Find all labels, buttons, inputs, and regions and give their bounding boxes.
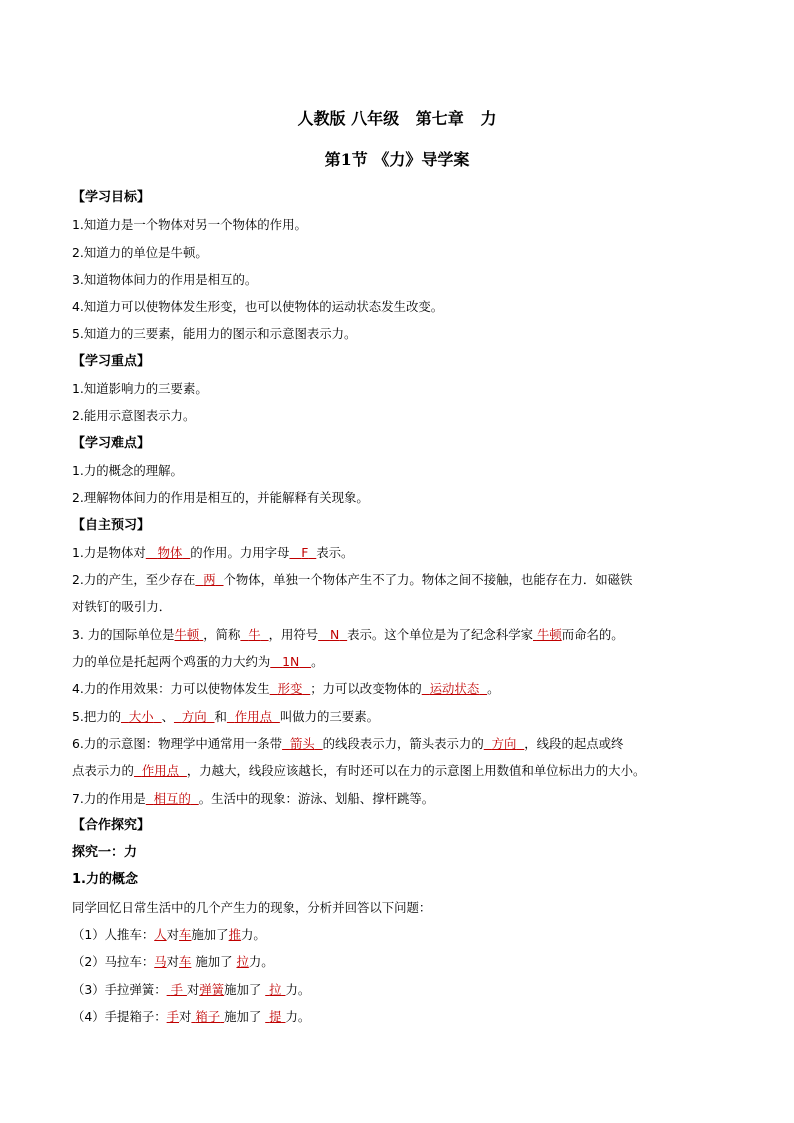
- text: 和: [214, 708, 227, 724]
- difficult-item: 2.理解物体间力的作用是相互的，并能解释有关现象。: [72, 490, 369, 506]
- answer-blank: 提: [269, 1008, 282, 1024]
- text: 4.力的作用效果：力可以使物体发生: [72, 681, 270, 697]
- text: 力。: [248, 954, 274, 970]
- explore-intro: 同学回忆日常生活中的几个产生力的现象，分析并回答以下问题：: [72, 899, 432, 915]
- text: 。: [311, 654, 324, 670]
- text: ，简称: [203, 626, 241, 642]
- section-heading-preview: 【自主预习】: [72, 517, 151, 533]
- answer-blank: 弹簧: [199, 981, 225, 997]
- doc-title: 人教版 八年级 第七章 力: [297, 109, 497, 128]
- explore-subheading: 探究一：力: [72, 845, 138, 861]
- answer-blank: 作用点: [141, 763, 180, 779]
- text: 施加了: [191, 927, 229, 943]
- text: ，用符号: [268, 626, 319, 642]
- answer-blank: 方向: [491, 735, 517, 751]
- text: 。生活中的现象：游泳、划船、撑杆跳等。: [198, 790, 435, 806]
- text: 个物体，单独一个物体产生不了力。物体之间不接触，也能存在力．如磁铁: [223, 572, 633, 588]
- answer-blank: N: [329, 626, 340, 642]
- difficult-item: 1.力的概念的理解。: [72, 462, 183, 478]
- text: ，力越大，线段应该越长，有时还可以在力的示意图上用数值和单位标出力的大小。: [186, 763, 646, 779]
- key-item: 1.知道影响力的三要素。: [72, 381, 208, 397]
- answer-blank: 手: [166, 1008, 180, 1024]
- explore-e1: [72, 921, 732, 948]
- answer-blank: 箭头: [289, 735, 315, 751]
- goal-item: 4.知道力可以使物体发生形变，也可以使物体的运动状态发生改变。: [72, 299, 444, 315]
- text: 的线段表示力，箭头表示力的: [322, 735, 484, 751]
- answer-blank: 方向: [181, 708, 207, 724]
- text: （4）手提箱子：: [72, 1008, 167, 1024]
- text: 施加了: [224, 1008, 266, 1024]
- text: 7.力的作用是: [72, 790, 146, 806]
- text: ，线段的起点或终: [524, 735, 624, 751]
- explore-e2: [72, 948, 732, 975]
- section-heading-difficult: 【学习难点】: [72, 435, 151, 451]
- key-item: 2.能用示意图表示力。: [72, 408, 196, 424]
- answer-blank: 人: [154, 927, 167, 943]
- preview-q3-cont: [72, 648, 732, 675]
- text: （2）马拉车：: [72, 954, 155, 970]
- text: 对: [186, 981, 200, 997]
- text: 施加了: [224, 981, 266, 997]
- answer-blank: 拉: [236, 954, 249, 970]
- answer-blank: 大小: [128, 708, 154, 724]
- text: （3）手拉弹簧：: [72, 981, 167, 997]
- answer-blank: 牛: [248, 626, 261, 642]
- text: 6.力的示意图：物理学中通常用一条带: [72, 735, 283, 751]
- text: 。: [487, 681, 500, 697]
- answer-blank: 车: [179, 927, 192, 943]
- preview-q3: [72, 621, 732, 648]
- preview-q2: [72, 566, 732, 593]
- text: 叫做力的三要素。: [279, 708, 379, 724]
- text: 5.把力的: [72, 708, 121, 724]
- text: 对: [179, 1008, 192, 1024]
- goal-item: 3.知道物体间力的作用是相互的。: [72, 271, 258, 287]
- answer-blank: 运动状态: [429, 681, 480, 697]
- answer-blank: 作用点: [234, 708, 272, 724]
- text: 力。: [240, 927, 266, 943]
- text: 3. 力的国际单位是: [72, 626, 175, 642]
- answer-blank: 形变: [277, 681, 303, 697]
- answer-blank: 推: [228, 927, 241, 943]
- answer-blank: 物体: [157, 544, 183, 560]
- preview-q1: [72, 539, 732, 566]
- doc-subtitle: 第1节 《力》导学案: [324, 150, 470, 169]
- text: 而命名的。: [561, 626, 624, 642]
- answer-blank: 牛顿: [536, 626, 562, 642]
- answer-blank: 相互的: [153, 790, 191, 806]
- section-heading-explore: 【合作探究】: [72, 817, 151, 833]
- text: 表示。: [316, 544, 354, 560]
- answer-blank: 牛顿: [174, 626, 200, 642]
- explore-e4: [72, 1003, 732, 1030]
- answer-blank: 拉: [269, 981, 282, 997]
- text: 力。: [285, 1008, 311, 1024]
- goal-item: 1.知道力是一个物体对另一个物体的作用。: [72, 217, 307, 233]
- answer-blank: 车: [179, 954, 192, 970]
- text: 点表示力的: [72, 763, 134, 779]
- section-heading-key: 【学习重点】: [72, 353, 151, 369]
- text: 表示。这个单位是为了纪念科学家: [347, 626, 533, 642]
- text: 2.力的产生，至少存在: [72, 572, 196, 588]
- answer-blank: 马: [154, 954, 167, 970]
- preview-q2-cont: 对铁钉的吸引力．: [72, 599, 172, 615]
- text: 施加了: [191, 954, 237, 970]
- answer-blank: 1N: [282, 654, 300, 670]
- goal-item: 2.知道力的单位是牛顿。: [72, 244, 208, 260]
- text: 力。: [285, 981, 311, 997]
- text: 的作用。力用字母: [190, 544, 290, 560]
- text: 、: [161, 708, 174, 724]
- text: 1.力是物体对: [72, 544, 146, 560]
- text: 力的单位是托起两个鸡蛋的力大约为: [72, 654, 271, 670]
- preview-q5: [72, 703, 732, 730]
- text: ；力可以改变物体的: [310, 681, 422, 697]
- section-heading-goals: 【学习目标】: [72, 190, 151, 205]
- explore-e3: [72, 976, 732, 1003]
- preview-q6-cont: [72, 757, 732, 784]
- preview-q7: [72, 785, 732, 812]
- preview-q4: [72, 675, 732, 702]
- text: 对: [166, 954, 180, 970]
- text: 对: [166, 927, 180, 943]
- answer-blank: F: [301, 544, 309, 560]
- answer-blank: 手: [170, 981, 183, 997]
- preview-q6: [72, 730, 732, 757]
- doc-body: [72, 184, 732, 1030]
- explore-subheading: 1.力的概念: [72, 872, 138, 888]
- text: （1）人推车：: [72, 927, 155, 943]
- answer-blank: 箱子: [195, 1008, 221, 1024]
- answer-blank: 两: [203, 572, 216, 588]
- goal-item: 5.知道力的三要素，能用力的图示和示意图表示力。: [72, 326, 357, 342]
